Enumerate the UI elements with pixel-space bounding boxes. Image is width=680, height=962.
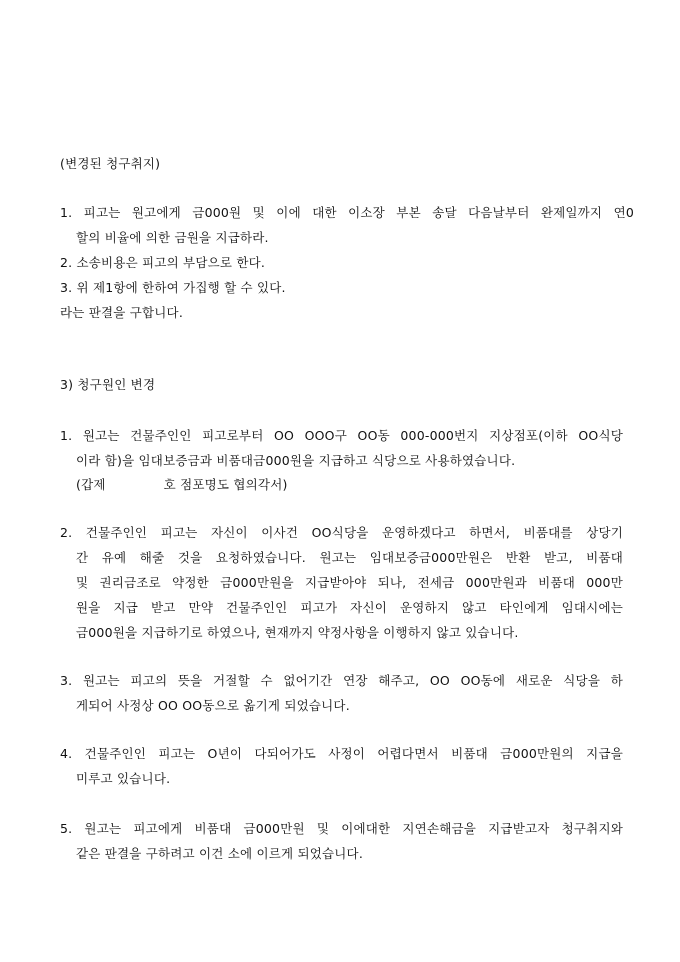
claim-item-1-line-1: 1. 피고는 원고에게 금000원 및 이에 대한 이소장 부본 송달 다음날부터 완제일까지 연0 [60,205,634,220]
cause-item-5-line-2: 같은 판결을 구하려고 이건 소에 이르게 되었습니다. [76,846,363,861]
claim-item-2: 2. 소송비용은 피고의 부담으로 한다. [60,255,266,270]
cause-item-2-line-3: 및 권리금조로 약정한 금000만원을 지급받아야 되나, 전세금 000만원과 비품대 000만 [76,575,623,590]
cause-item-1-line-1: 1. 원고는 건물주인인 피고로부터 OO OOO구 OO동 000-000번지 지상점포(이하 OO식당 [60,428,623,443]
claim-item-3: 3. 위 제1항에 한하여 가집행 할 수 있다. [60,280,286,295]
cause-item-2-line-4: 원을 지급 받고 만약 건물주인인 피고가 자신이 운영하지 않고 타인에게 임대시에는 [76,600,623,615]
evidence-note-suffix: 호 점포명도 협의각서) [163,477,288,492]
cause-item-5-line-1: 5. 원고는 피고에게 비품대 금000만원 및 이에대한 지연손해금을 지급받고자 청구취지와 [60,821,623,836]
cause-item-4-line-1: 4. 건물주인인 피고는 O년이 다되어가도 사정이 어렵다면서 비품대 금000만원의 지급을 [60,746,623,761]
evidence-note-prefix: (갑제 [76,477,106,492]
cause-change-heading: 3) 청구원인 변경 [60,377,156,392]
cause-item-2-line-5: 금000원을 지급하기로 하였으나, 현재까지 약정사항을 이행하지 않고 있습니다. [76,625,519,640]
cause-item-3-line-2: 게되어 사정상 OO OO동으로 옮기게 되었습니다. [76,698,350,713]
claim-item-1-line-2: 할의 비율에 의한 금원을 지급하라. [76,230,269,245]
cause-item-1-evidence-note [76,477,288,493]
claim-closing: 라는 판결을 구합니다. [60,305,183,320]
cause-item-4-line-2: 미루고 있습니다. [76,771,171,786]
cause-item-2-line-2: 간 유예 해줄 것을 요청하였습니다. 원고는 임대보증금000만원은 반환 받고, 비품대 [76,550,623,565]
changed-claim-heading: (변경된 청구취지) [60,156,161,171]
cause-item-3-line-1: 3. 원고는 피고의 뜻을 거절할 수 없어기간 연장 해주고, OO OO동에 새로운 식당을 하 [60,673,623,688]
cause-item-2-line-1: 2. 건물주인인 피고는 자신이 이사건 OO식당을 운영하겠다고 하면서, 비품대를 상당기 [60,525,623,540]
cause-item-1-line-2: 이라 함)을 임대보증금과 비품대금000원을 지급하고 식당으로 사용하였습니다. [76,453,516,468]
